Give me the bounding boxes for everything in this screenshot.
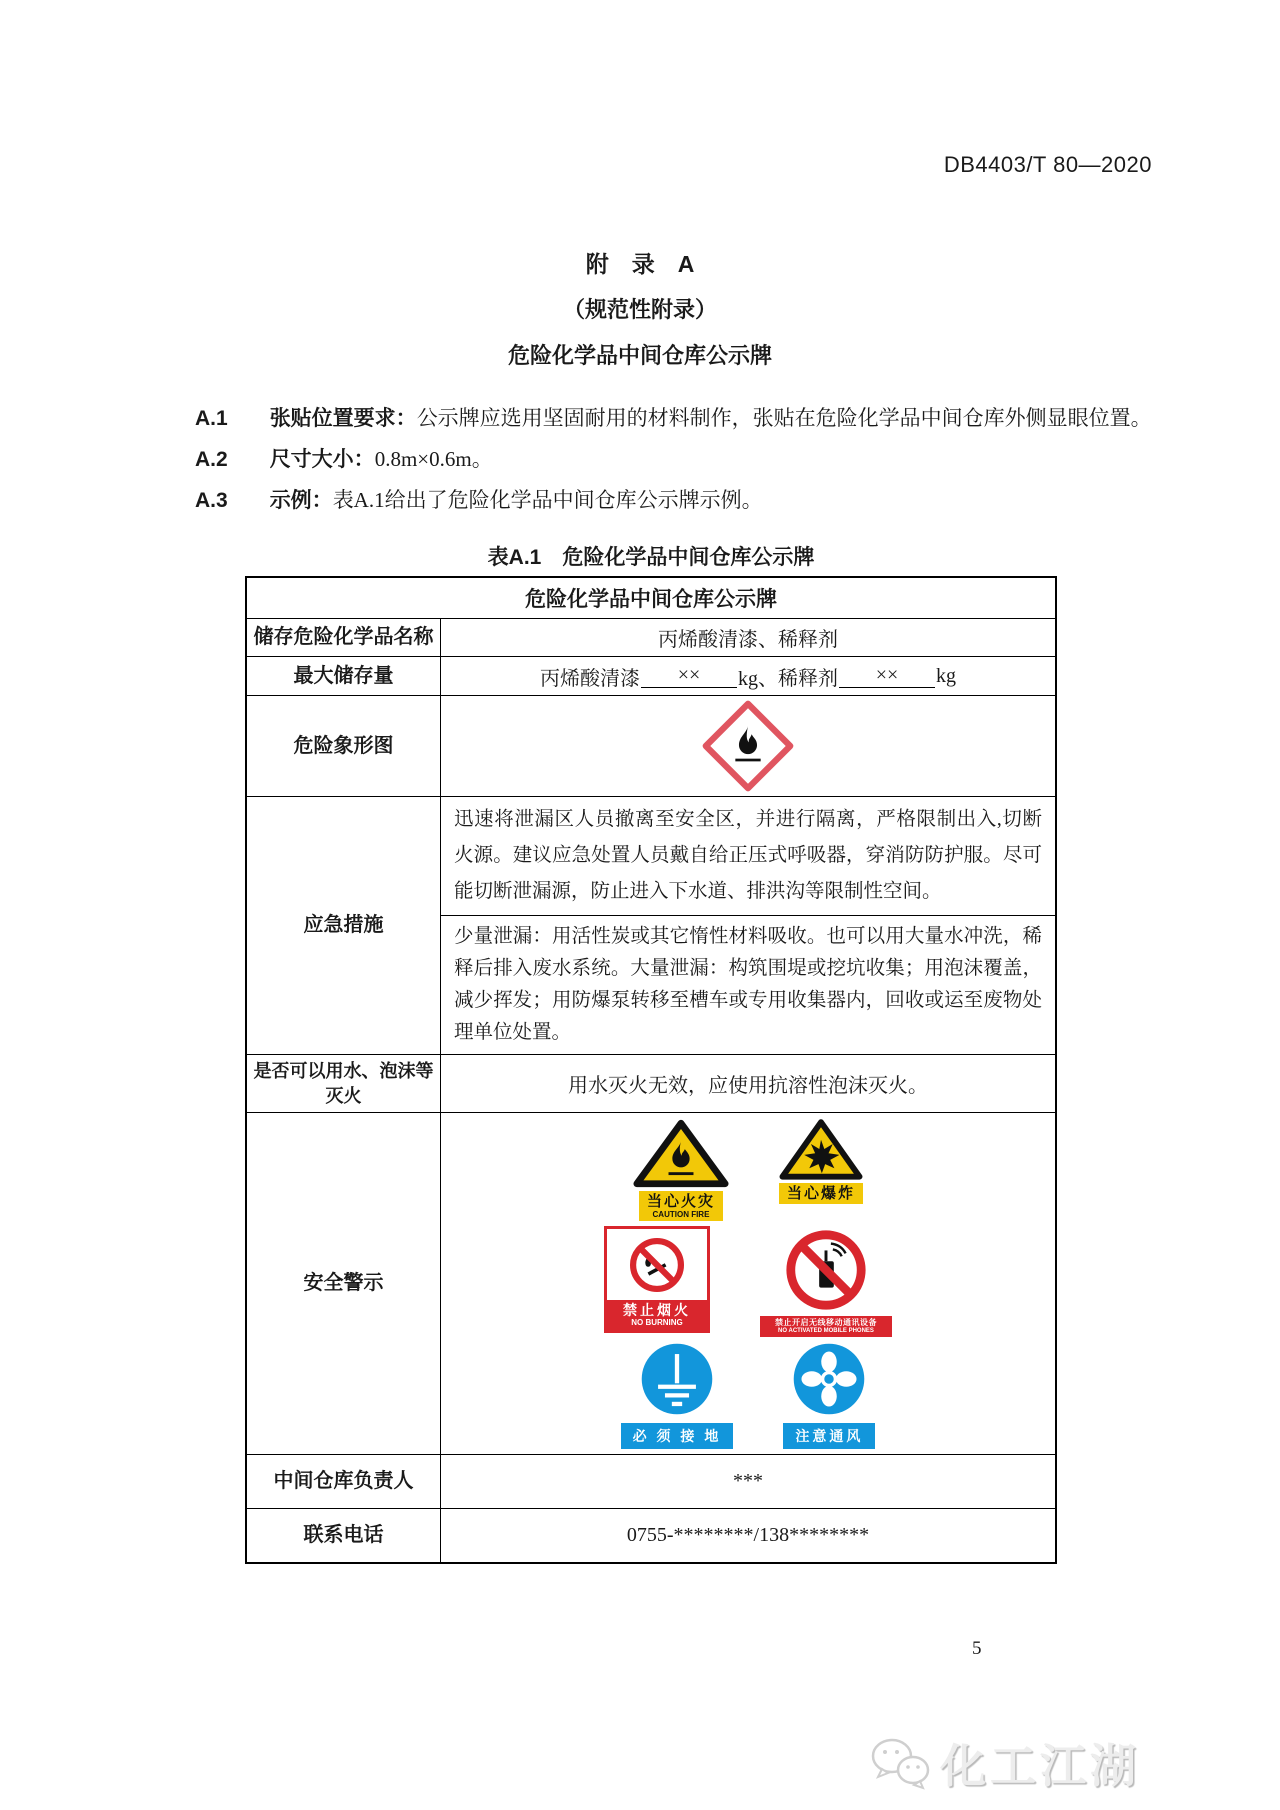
no-mobile-phone-plate xyxy=(760,1316,892,1337)
watermark-text: 化工江湖 xyxy=(940,1741,1140,1792)
max-storage-part1: 丙烯酸清漆 xyxy=(540,667,640,690)
caution-explosion-icon xyxy=(779,1118,863,1180)
phone-value: 0755-********/138******** xyxy=(626,1524,870,1546)
sign-label: 当心火灾 xyxy=(646,1193,715,1210)
sign-sublabel: NO BURNING xyxy=(631,1318,683,1327)
must-ground-icon xyxy=(640,1342,714,1416)
attention-ventilation-plate: 注意通风 xyxy=(783,1423,875,1449)
max-storage-value xyxy=(441,657,1055,695)
emergency-cells xyxy=(441,797,1055,1054)
table-row-pictogram xyxy=(247,695,1055,796)
max-storage-unit2: kg xyxy=(936,664,956,687)
clause-a1-label: 张贴位置要求： xyxy=(269,407,417,430)
watermark xyxy=(868,1730,1140,1796)
appendix-name: 危险化学品中间仓库公示牌 xyxy=(507,343,772,368)
signs-row-2 xyxy=(604,1226,892,1337)
max-storage-label: 最大储存量 xyxy=(247,657,441,695)
chemical-name-label: 储存危险化学品名称 xyxy=(247,619,441,656)
table-row-warning-signs xyxy=(247,1112,1055,1454)
max-storage-blank2: ×× xyxy=(839,664,935,688)
signs-row-3 xyxy=(621,1342,876,1449)
table-row-manager xyxy=(247,1454,1055,1508)
sign-sublabel: CAUTION FIRE xyxy=(652,1210,710,1219)
no-burning-icon xyxy=(626,1234,688,1296)
wechat-icon xyxy=(868,1736,932,1790)
phone-label: 联系电话 xyxy=(247,1509,441,1562)
standard-code: DB4403/T 80—2020 xyxy=(943,152,1152,177)
clause-a3-text: 表A.1给出了危险化学品中间仓库公示牌示例。 xyxy=(332,488,763,512)
clause-a2 xyxy=(145,439,1157,480)
table-row-extinguish xyxy=(247,1054,1055,1112)
table-header-title: 危险化学品中间仓库公示牌 xyxy=(525,588,777,611)
no-burning-card xyxy=(604,1226,710,1333)
appendix-subtitle: （规范性附录） xyxy=(562,297,717,322)
max-storage-blank1: ×× xyxy=(641,664,737,688)
clause-a3-number: A.3 xyxy=(195,489,228,512)
ghs-flame-pictogram-icon xyxy=(701,699,795,793)
must-ground-sign xyxy=(621,1342,734,1449)
clause-a3-label: 示例： xyxy=(269,489,333,512)
table-row-max-storage xyxy=(247,656,1055,695)
page-number: 5 xyxy=(972,1638,982,1659)
table-row-header xyxy=(247,578,1055,618)
caution-explosion-sign xyxy=(779,1118,863,1204)
no-mobile-phone-icon xyxy=(782,1226,870,1314)
caution-fire-sign xyxy=(633,1118,729,1221)
emergency-text-1: 迅速将泄漏区人员撤离至安全区，并进行隔离，严格限制出入,切断火源。建议应急处置人员戴自给正压式呼吸器，穿消防防护服。尽可能切断泄漏源，防止进入下水道、排洪沟等限制性空间。 xyxy=(441,797,1055,916)
table-row-chemical-name xyxy=(247,618,1055,656)
appendix-heading xyxy=(0,246,1280,370)
no-burning-sign xyxy=(604,1226,710,1333)
pictogram-cell xyxy=(441,696,1055,796)
caution-explosion-plate xyxy=(779,1183,863,1204)
clause-a2-label: 尺寸大小： xyxy=(269,448,375,471)
appendix-title: 附 录 A xyxy=(585,251,695,277)
extinguish-value: 用水灭火无效，应使用抗溶性泡沫灭火。 xyxy=(568,1075,928,1097)
max-storage-part2: 稀释剂 xyxy=(778,667,838,690)
clause-a3 xyxy=(145,480,1157,521)
sign-sublabel: NO ACTIVATED MOBILE PHONES xyxy=(778,1328,874,1334)
clause-a1-text: 公示牌应选用坚固耐用的材料制作，张贴在危险化学品中间仓库外侧显眼位置。 xyxy=(416,406,1152,430)
signs-row-1 xyxy=(633,1118,863,1221)
clause-a2-text: 0.8m×0.6m。 xyxy=(374,447,493,471)
pictogram-label: 危险象形图 xyxy=(247,696,441,796)
manager-label: 中间仓库负责人 xyxy=(247,1455,441,1508)
table-caption: 表A.1 危险化学品中间仓库公示牌 xyxy=(487,546,815,569)
clause-a1 xyxy=(145,398,1157,439)
extinguish-label: 是否可以用水、泡沫等灭火 xyxy=(247,1055,441,1112)
clause-paragraphs xyxy=(145,398,1157,521)
attention-ventilation-sign xyxy=(783,1342,875,1449)
sign-label: 当心爆炸 xyxy=(786,1185,855,1202)
must-ground-plate: 必 须 接 地 xyxy=(621,1423,734,1449)
attention-ventilation-icon xyxy=(792,1342,866,1416)
clause-a2-number: A.2 xyxy=(195,448,228,471)
table-row-phone xyxy=(247,1508,1055,1562)
no-mobile-phone-sign xyxy=(760,1226,892,1337)
manager-value: *** xyxy=(733,1470,763,1492)
warning-label: 安全警示 xyxy=(247,1113,441,1454)
clause-a1-number: A.1 xyxy=(195,407,228,430)
warning-signs-grid xyxy=(441,1113,1055,1454)
table-row-emergency xyxy=(247,796,1055,1054)
caution-fire-plate xyxy=(639,1191,723,1221)
chemical-name-value: 丙烯酸清漆、稀释剂 xyxy=(658,629,838,651)
caution-fire-icon xyxy=(633,1118,729,1188)
no-burning-plate xyxy=(604,1300,710,1330)
max-storage-unit1: kg、 xyxy=(738,667,778,690)
emergency-text-2: 少量泄漏：用活性炭或其它惰性材料吸收。也可以用大量水冲洗，稀释后排入废水系统。大量泄漏：构筑围堤或挖坑收集；用泡沫覆盖，减少挥发；用防爆泵转移至槽车或专用收集器内，回收或运至废物处理单位处置。 xyxy=(454,926,1042,1043)
notice-board-table xyxy=(245,576,1057,1564)
sign-label: 禁止开启无线移动通讯设备 xyxy=(775,1318,877,1327)
emergency-label: 应急措施 xyxy=(247,797,441,1054)
sign-label: 禁止烟火 xyxy=(623,1302,691,1318)
